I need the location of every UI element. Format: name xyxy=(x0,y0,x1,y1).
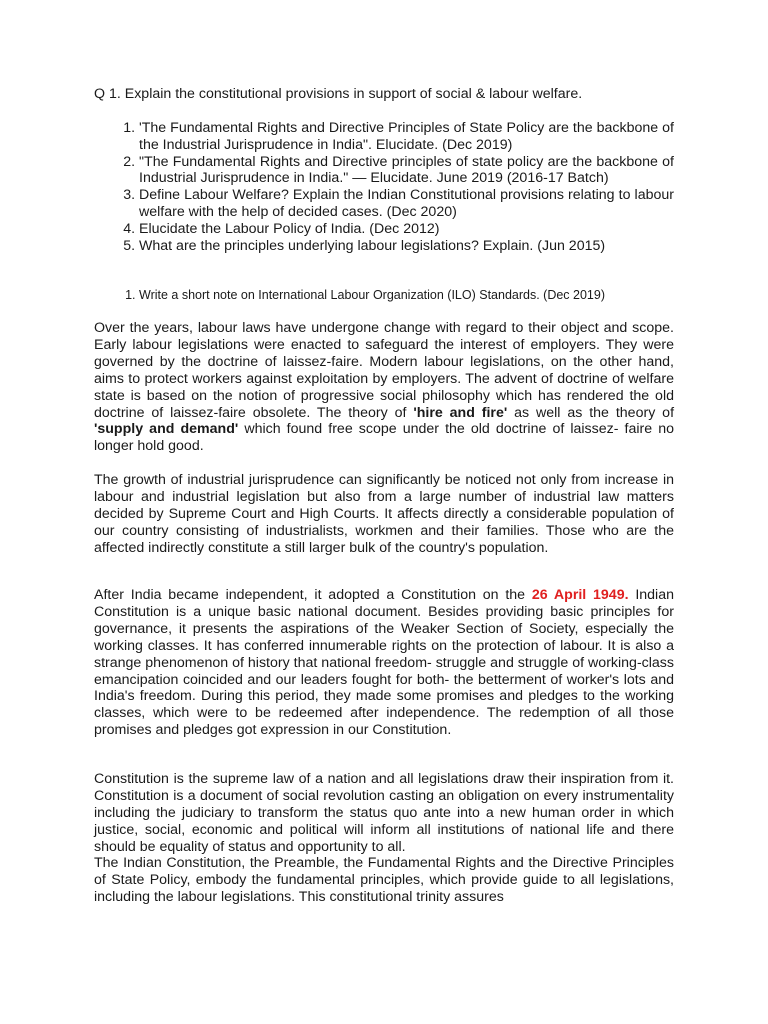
questions-list xyxy=(94,120,674,254)
paragraph-industrial-jurisprudence: The growth of industrial jurisprudence can significantly be noticed not only from increase in labour and industrial legislation but also from a large number of industrial law matters decided by Supreme Court and High Courts. It affects directly a considerable population of our country consisting of industrialists, workmen and their families. Those who are the affected indirectly constitute a still larger bulk of the country's population. xyxy=(94,472,674,556)
paragraph-text: which found free scope under the old doctrine of laissez- faire no longer hold good. xyxy=(94,421,674,455)
list-item: 1. 'The Fundamental Rights and Directive Principles of State Policy are the backbone of the Industrial Jurisprudence in India". Elucidate. (Dec 2019) xyxy=(139,120,674,154)
paragraph-text: Indian Constitution is a unique basic national document. Besides providing basic principles for governance, it presents the aspirations of the Weaker Section of Society, especially the working classes. It has conferred innumerable rights on the protection of labour. It is also a strange phenomenon of history that national freedom- struggle and struggle of working-class emancipation coincided and our leaders fought for both- the betterment of worker's lots and India's freedom. During this period, they made some promises and pledges to the working classes, which were to be redeemed after independence. The redemption of all those promises and pledges got expression in our Constitution. xyxy=(94,587,674,739)
list-item: 4. Elucidate the Labour Policy of India. (Dec 2012) xyxy=(139,221,674,238)
highlighted-date: 26 April 1949. xyxy=(531,587,629,603)
extra-question-list xyxy=(94,288,694,303)
paragraph-text: Over the years, labour laws have undergone change with regard to their object and scope. Early labour legislations were enacted to safeguard the interest of employers. They were governed by the doctrine of laissez-faire. Modern labour legislations, on the other hand, aims to protect workers against exploitation by employers. The advent of doctrine of welfare state is based on the notion of progressive social philosophy which has rendered the old doctrine of laissez-faire obsolete. The theory of xyxy=(94,320,674,421)
question-title: Q 1. Explain the constitutional provisions in support of social & labour welfare. xyxy=(94,86,583,102)
paragraph-constitution-adoption xyxy=(94,587,674,739)
bold-term-supply-and-demand: 'supply and demand' xyxy=(94,421,239,438)
bold-term-hire-and-fire: 'hire and fire' xyxy=(413,404,508,421)
paragraph-constitutional-trinity: The Indian Constitution, the Preamble, the Fundamental Rights and the Directive Principles of State Policy, embody the fundamental principles, which provide guide to all legislations, including the labour legislations. This constitutional trinity assures xyxy=(94,855,674,905)
list-item: 5. What are the principles underlying labour legislations? Explain. (Jun 2015) xyxy=(139,238,674,255)
paragraph-text: After India became independent, it adopted a Constitution on the xyxy=(94,587,532,603)
paragraph-supreme-law: Constitution is the supreme law of a nation and all legislations draw their inspiration from it. Constitution is a document of social revolution casting an obligation on every instrumentality including the judiciary to transform the status quo ante into a new human order in which justice, social, economic and political will inform all institutions of national life and there should be equality of status and opportunity to all. xyxy=(94,771,674,855)
paragraph-labour-laws xyxy=(94,320,674,455)
list-item: 1. Write a short note on International Labour Organization (ILO) Standards. (Dec 2019) xyxy=(139,288,694,303)
list-item: 3. Define Labour Welfare? Explain the Indian Constitutional provisions relating to labour welfare with the help of decided cases. (Dec 2020) xyxy=(139,187,674,221)
list-item: 2. "The Fundamental Rights and Directive principles of state policy are the backbone of Industrial Jurisprudence in India." — Elucidate. June 2019 (2016-17 Batch) xyxy=(139,154,674,188)
paragraph-text: as well as the theory of xyxy=(507,404,675,421)
